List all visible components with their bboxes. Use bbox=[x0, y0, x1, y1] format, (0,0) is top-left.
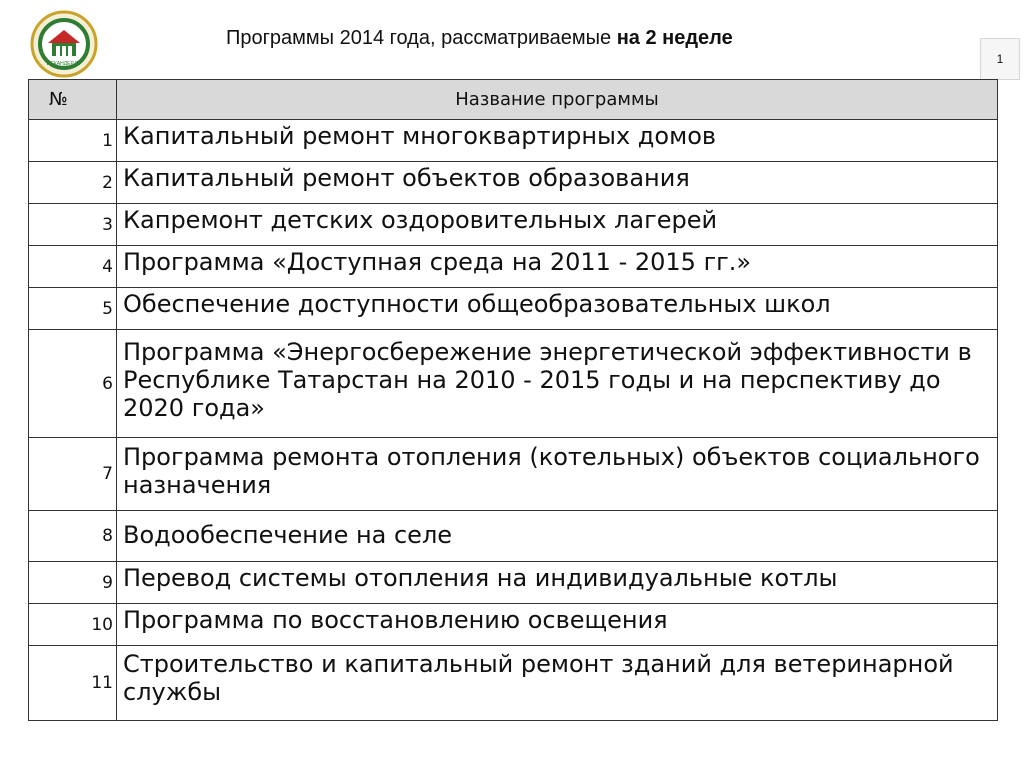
program-name: Программа по восстановлению освещения bbox=[117, 604, 998, 646]
table-header-row bbox=[29, 80, 998, 120]
row-number: 11 bbox=[29, 646, 117, 721]
row-number: 9 bbox=[29, 562, 117, 604]
house-emblem-icon bbox=[30, 10, 98, 78]
row-number: 6 bbox=[29, 330, 117, 438]
row-number: 7 bbox=[29, 438, 117, 511]
table-row bbox=[29, 288, 998, 330]
logo-emblem bbox=[30, 10, 98, 78]
table-row bbox=[29, 511, 998, 562]
row-number: 8 bbox=[29, 511, 117, 562]
programs-table bbox=[28, 79, 998, 721]
program-name: Программа «Доступная среда на 2011 - 2015 гг.» bbox=[117, 246, 998, 288]
table-row bbox=[29, 246, 998, 288]
row-number: 2 bbox=[29, 162, 117, 204]
row-number: 1 bbox=[29, 120, 117, 162]
program-name: Обеспечение доступности общеобразовательных школ bbox=[117, 288, 998, 330]
row-number: 4 bbox=[29, 246, 117, 288]
program-name: Водообеспечение на селе bbox=[117, 511, 998, 562]
program-name: Программа «Энергосбережение энергетической эффективности в Республике Татарстан на 2010 - 2015 годы и на перспективу до 2020 года» bbox=[117, 330, 998, 438]
page-number: 1 bbox=[996, 52, 1004, 66]
row-number: 10 bbox=[29, 604, 117, 646]
title-main: Программы 2014 года, рассматриваемые bbox=[226, 27, 612, 49]
table-row bbox=[29, 204, 998, 246]
table-row bbox=[29, 562, 998, 604]
program-name: Строительство и капитальный ремонт зданий для ветеринарной службы bbox=[117, 646, 998, 721]
title-bold: на 2 неделе bbox=[616, 27, 733, 49]
program-name: Капитальный ремонт объектов образования bbox=[117, 162, 998, 204]
table-row bbox=[29, 162, 998, 204]
table-row bbox=[29, 120, 998, 162]
table-row bbox=[29, 330, 998, 438]
row-number: 5 bbox=[29, 288, 117, 330]
page-number-badge bbox=[980, 38, 1020, 80]
row-number: 3 bbox=[29, 204, 117, 246]
column-header-name: Название программы bbox=[117, 80, 998, 120]
table-row bbox=[29, 604, 998, 646]
program-name: Капитальный ремонт многоквартирных домов bbox=[117, 120, 998, 162]
program-name: Программа ремонта отопления (котельных) объектов социального назначения bbox=[117, 438, 998, 511]
column-header-number: № bbox=[29, 80, 117, 120]
program-name: Перевод системы отопления на индивидуальные котлы bbox=[117, 562, 998, 604]
logo-text: ИСКАНДЕР РТ bbox=[46, 61, 82, 67]
table-row bbox=[29, 438, 998, 511]
program-name: Капремонт детских оздоровительных лагерей bbox=[117, 204, 998, 246]
page-title bbox=[226, 27, 733, 50]
table-row bbox=[29, 646, 998, 721]
